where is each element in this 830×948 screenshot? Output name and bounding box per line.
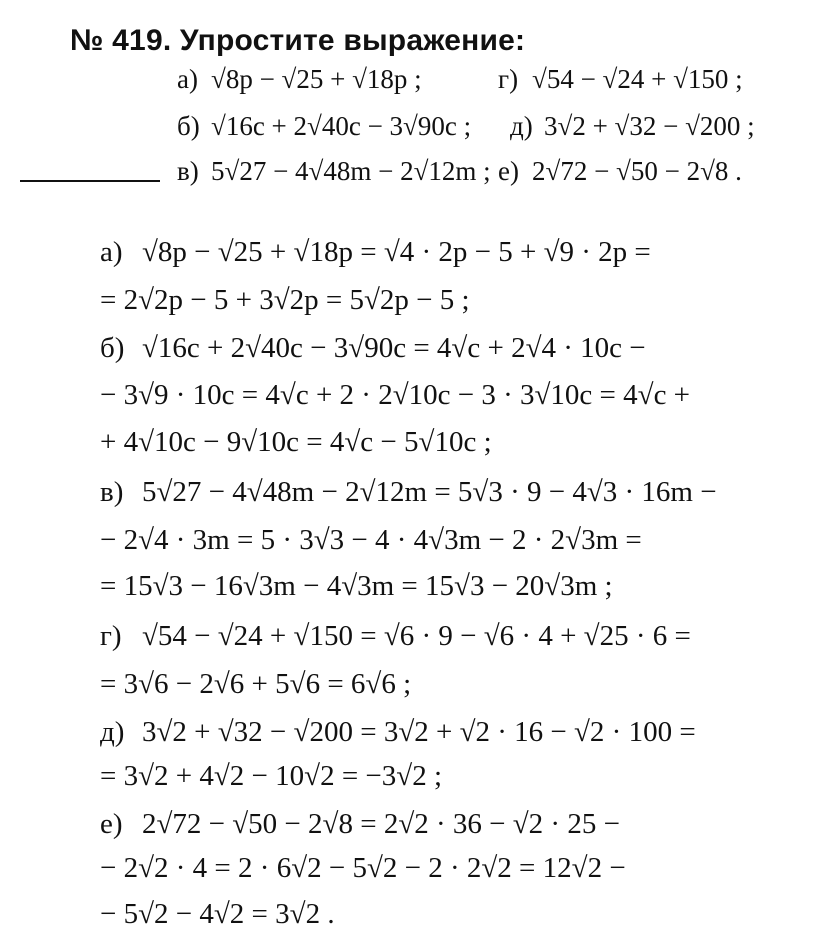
task-g-label: г) (498, 64, 519, 94)
task-v-expression: 5√27 − 4√48m − 2√12m ; (211, 156, 491, 186)
task-d (510, 111, 755, 142)
task-e-expression: 2√72 − √50 − 2√8 . (532, 156, 742, 186)
solution-a-line-1 (100, 236, 651, 269)
solution-b-text-3: + 4√10c − 9√10c = 4√c − 5√10c ; (100, 426, 492, 458)
solution-v-label: в) (100, 476, 124, 508)
solution-b-text-2: − 3√9 · 10c = 4√c + 2 · 2√10c − 3 · 3√10c = 4√c + (100, 379, 691, 411)
task-b (177, 111, 471, 142)
task-a-label: а) (177, 64, 198, 94)
solution-v-line-2 (100, 524, 642, 557)
solution-v-text-1: 5√27 − 4√48m − 2√12m = 5√3 · 9 − 4√3 · 16m − (142, 476, 717, 508)
solution-b-label: б) (100, 332, 125, 364)
solution-a-label: а) (100, 236, 123, 268)
task-a (177, 64, 422, 95)
solution-e-text-2: − 2√2 · 4 = 2 · 6√2 − 5√2 − 2 · 2√2 = 12√2 − (100, 852, 626, 884)
solution-e-label: е) (100, 808, 123, 840)
solution-g-line-2 (100, 668, 411, 701)
solution-v-text-3: = 15√3 − 16√3m − 4√3m = 15√3 − 20√3m ; (100, 570, 613, 602)
solution-a-text-1: √8p − √25 + √18p = √4 · 2p − 5 + √9 · 2p = (142, 236, 651, 268)
solution-a-line-2 (100, 284, 470, 317)
solution-g-text-1: √54 − √24 + √150 = √6 · 9 − √6 · 4 + √25 · 6 = (142, 620, 691, 652)
solution-b-line-3 (100, 426, 492, 459)
exercise-number: № 419. (70, 24, 172, 57)
solution-g-label: г) (100, 620, 122, 652)
exercise-header (70, 24, 525, 58)
task-g (498, 64, 743, 95)
solution-e-line-2 (100, 852, 626, 885)
solution-d-text-1: 3√2 + √32 − √200 = 3√2 + √2 · 16 − √2 · 100 = (142, 716, 696, 748)
task-d-expression: 3√2 + √32 − √200 ; (544, 111, 755, 141)
solution-a-text-2: = 2√2p − 5 + 3√2p = 5√2p − 5 ; (100, 284, 470, 316)
task-v-label: в) (177, 156, 199, 186)
solution-v-text-2: − 2√4 · 3m = 5 · 3√3 − 4 · 4√3m − 2 · 2√3m = (100, 524, 642, 556)
solution-g-text-2: = 3√6 − 2√6 + 5√6 = 6√6 ; (100, 668, 412, 700)
task-v (177, 156, 491, 187)
solution-d-text-2: = 3√2 + 4√2 − 10√2 = −3√2 ; (100, 760, 442, 792)
solution-g-line-1 (100, 620, 691, 653)
task-d-label: д) (510, 111, 533, 141)
solution-b-line-2 (100, 379, 690, 412)
task-e-label: е) (498, 156, 519, 186)
solution-v-line-1 (100, 476, 717, 509)
solution-b-text-1: √16c + 2√40c − 3√90c = 4√c + 2√4 · 10c − (142, 332, 646, 364)
solution-e-text-3: − 5√2 − 4√2 = 3√2 . (100, 898, 335, 930)
exercise-instruction: Упростите выражение: (179, 24, 526, 57)
task-a-expression: √8p − √25 + √18p ; (211, 64, 422, 94)
solution-b-line-1 (100, 332, 646, 365)
task-b-label: б) (177, 111, 200, 141)
task-g-expression: √54 − √24 + √150 ; (532, 64, 743, 94)
solution-e-text-1: 2√72 − √50 − 2√8 = 2√2 · 36 − √2 · 25 − (142, 808, 620, 840)
separator-line (20, 180, 160, 182)
solution-e-line-1 (100, 808, 620, 841)
task-e (498, 156, 742, 187)
solution-d-label: д) (100, 716, 125, 748)
solution-d-line-2 (100, 760, 442, 793)
solution-d-line-1 (100, 716, 696, 749)
task-b-expression: √16c + 2√40c − 3√90c ; (211, 111, 472, 141)
solution-e-line-3 (100, 898, 335, 931)
solution-v-line-3 (100, 570, 613, 603)
